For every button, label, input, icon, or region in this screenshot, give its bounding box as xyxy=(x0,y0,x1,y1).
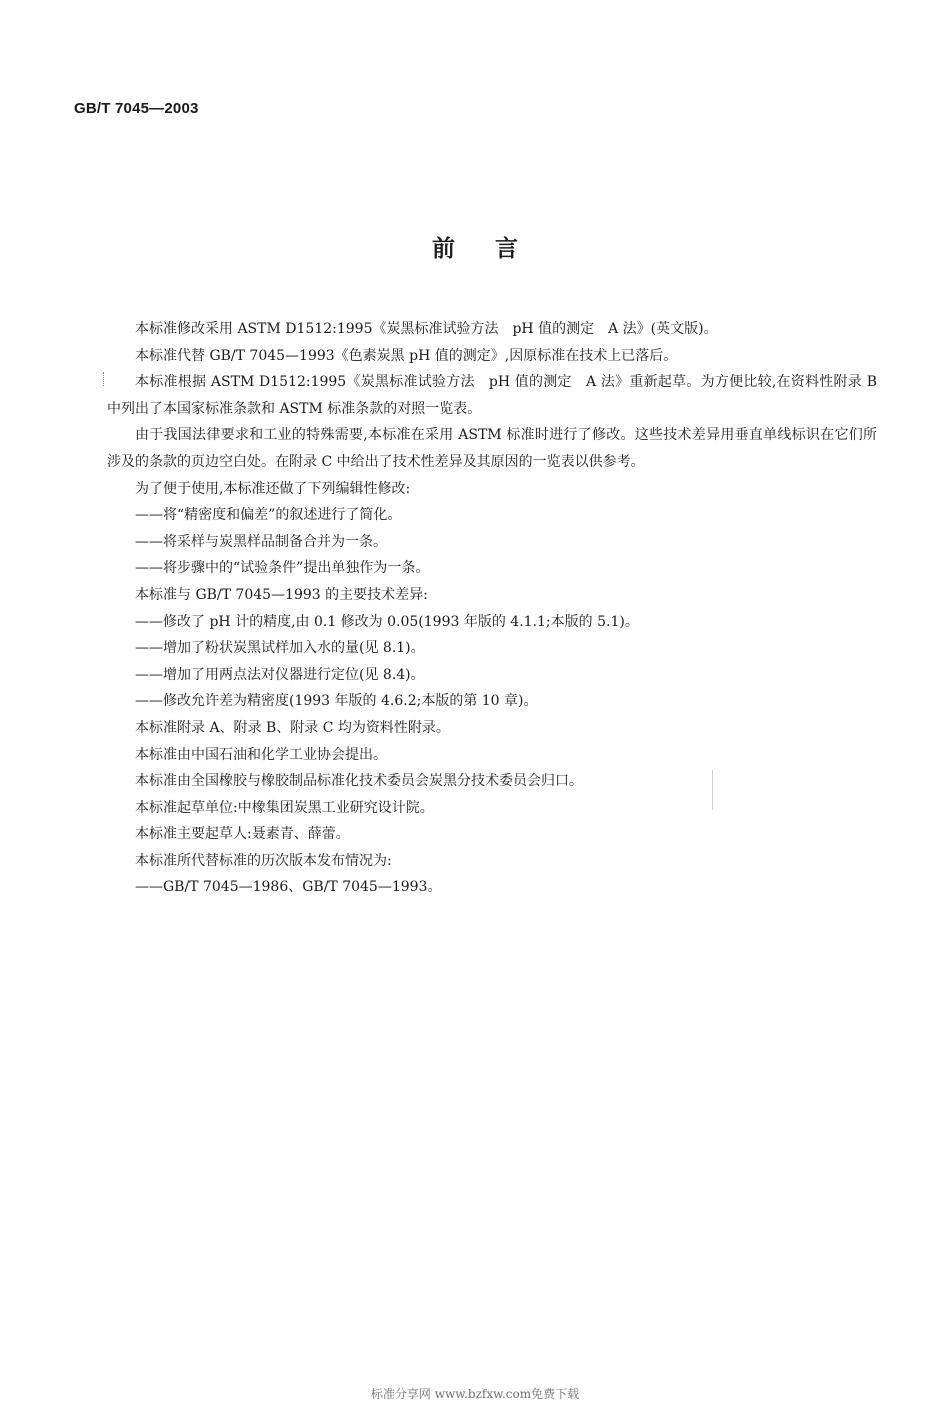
list-item: ——修改允许差为精密度(1993 年版的 4.6.2;本版的第 10 章)。 xyxy=(135,693,538,710)
standard-number: GB/T 7045—2003 xyxy=(74,100,199,117)
page-title: 前言 xyxy=(432,236,558,262)
paragraph-history-intro: 本标准所代替标准的历次版本发布情况为: xyxy=(135,852,392,869)
paragraph-main-differences: 本标准与 GB/T 7045—1993 的主要技术差异: xyxy=(135,586,428,603)
list-item: ——修改了 pH 计的精度,由 0.1 修改为 0.05(1993 年版的 4.1.1;本版的 5.1)。 xyxy=(135,613,639,630)
paragraph-drafters: 本标准主要起草人:聂素青、薛蕾。 xyxy=(135,826,350,843)
margin-change-mark xyxy=(103,372,106,386)
paragraph-drafting-basis: 本标准根据 ASTM D1512:1995《炭黑标准试验方法 pH 值的测定 A 法》重新起草。为方便比较,在资料性附录 B 中列出了本国家标准条款和 ASTM 标准条款的对照一览表。 xyxy=(107,374,877,417)
list-item: ——将采样与炭黑样品制备合并为一条。 xyxy=(135,533,387,550)
paragraph-technical-differences: 由于我国法律要求和工业的特殊需要,本标准在采用 ASTM 标准时进行了修改。这些技术差异用垂直单线标识在它们所涉及的条款的页边空白处。在附录 C 中给出了技术性差异及其原因的一览表以供参考。 xyxy=(107,427,877,470)
list-item: ——GB/T 7045—1986、GB/T 7045—1993。 xyxy=(135,879,442,896)
list-item: ——增加了用两点法对仪器进行定位(见 8.4)。 xyxy=(135,666,425,683)
paragraph-replacement: 本标准代替 GB/T 7045—1993《色素炭黑 pH 值的测定》,因原标准在技术上已落后。 xyxy=(135,347,678,364)
foreword-body xyxy=(107,316,877,901)
list-item: ——将“精密度和偏差”的叙述进行了简化。 xyxy=(135,507,402,524)
paragraph-drafting-unit: 本标准起草单位:中橡集团炭黑工业研究设计院。 xyxy=(135,799,434,816)
paragraph-adoption: 本标准修改采用 ASTM D1512:1995《炭黑标准试验方法 pH 值的测定 A 法》(英文版)。 xyxy=(135,321,718,337)
list-item: ——将步骤中的“试验条件”提出单独作为一条。 xyxy=(135,560,430,577)
paragraph-proposer: 本标准由中国石油和化学工业协会提出。 xyxy=(135,746,387,763)
footer-watermark: 标准分享网 www.bzfxw.com免费下载 xyxy=(370,1387,580,1401)
paragraph-committee: 本标准由全国橡胶与橡胶制品标准化技术委员会炭黑分技术委员会归口。 xyxy=(135,773,583,790)
paragraph-editorial-intro: 为了便于使用,本标准还做了下列编辑性修改: xyxy=(135,480,411,497)
list-item: ——增加了粉状炭黑试样加入水的量(见 8.1)。 xyxy=(135,640,425,657)
paragraph-annexes: 本标准附录 A、附录 B、附录 C 均为资料性附录。 xyxy=(135,719,450,736)
